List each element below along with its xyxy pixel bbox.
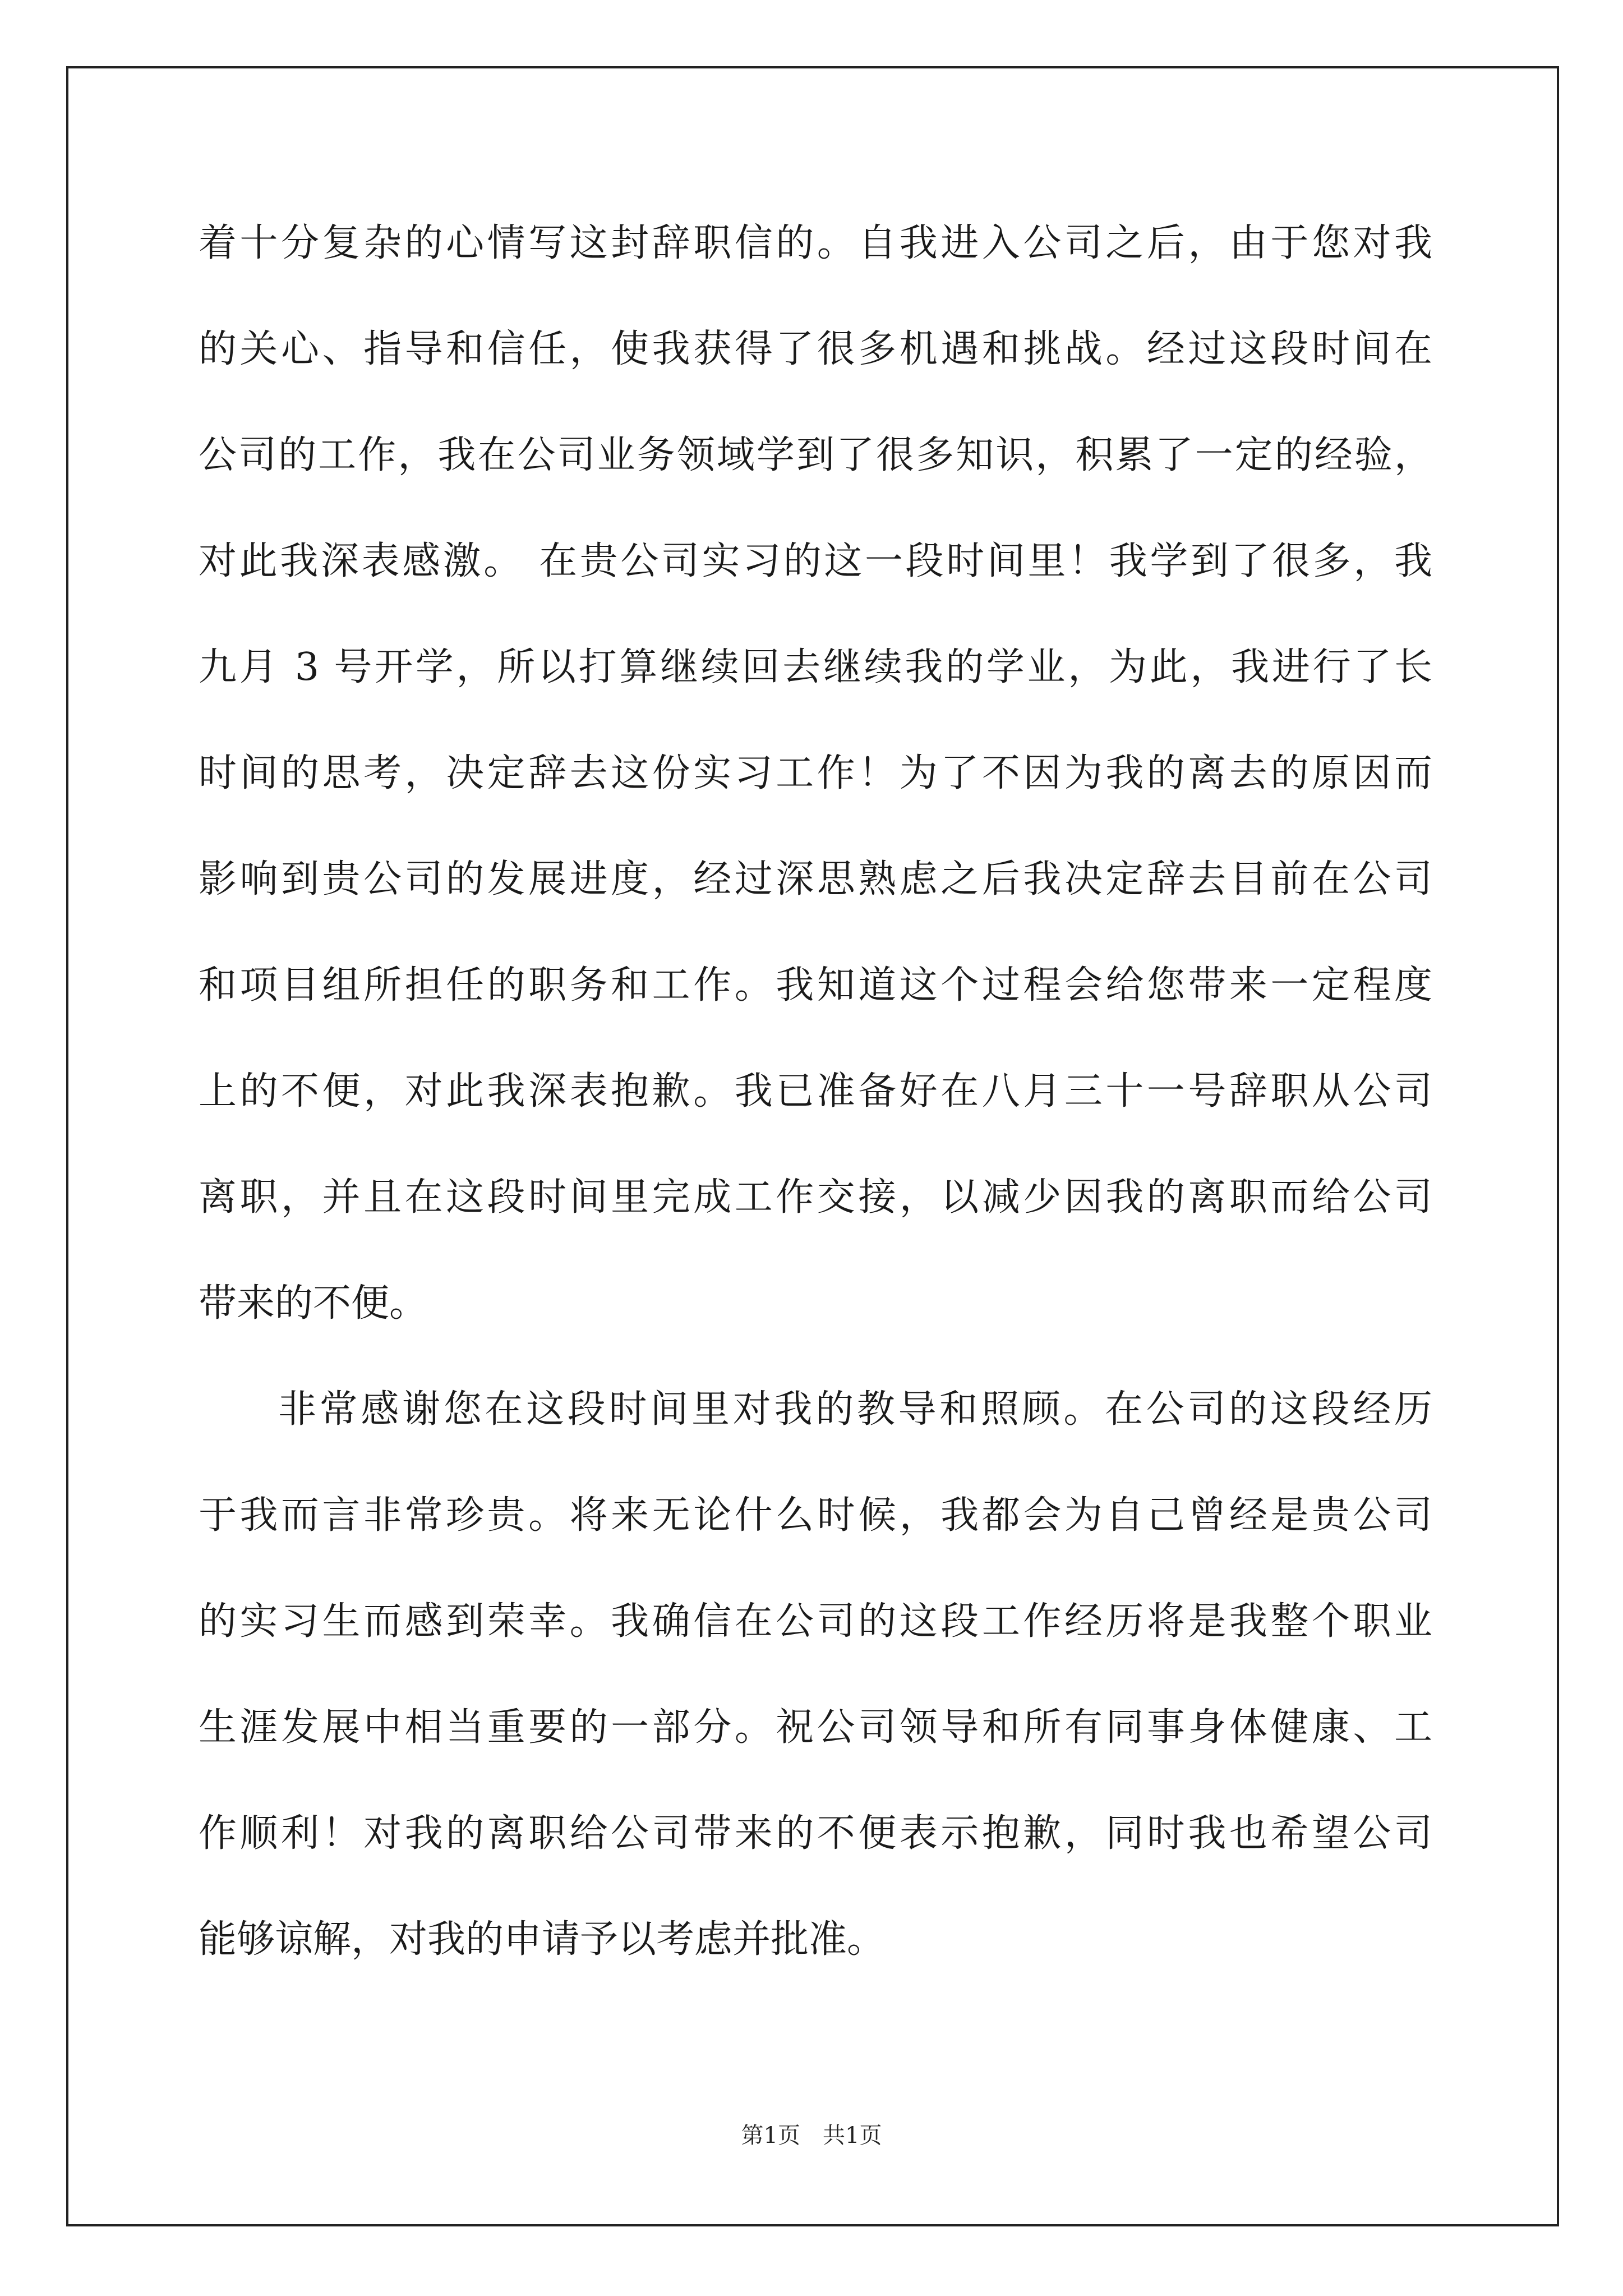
- text-line: 影响到贵公司的发展进度，经过深思熟虑之后我决定辞去目前在公司: [199, 857, 1432, 901]
- letter-body: [199, 210, 1432, 2013]
- text-line: 的实习生而感到荣幸。我确信在公司的这段工作经历将是我整个职业: [199, 1599, 1432, 1644]
- text-line: 能够谅解，对我的申请予以考虑并批准。: [199, 1917, 886, 1962]
- text-line: 非常感谢您在这段时间里对我的教导和照顾。在公司的这段经历: [278, 1387, 1432, 1432]
- page-footer: [0, 2118, 1623, 2150]
- text-line: 于我而言非常珍贵。将来无论什么时候，我都会为自己曾经是贵公司: [199, 1493, 1432, 1538]
- paragraph-1: [199, 210, 1432, 1377]
- text-line: 公司的工作，我在公司业务领域学到了很多知识，积累了一定的经验，: [199, 433, 1432, 477]
- text-line: 着十分复杂的心情写这封辞职信的。自我进入公司之后，由于您对我: [199, 221, 1432, 265]
- text-line: 上的不便，对此我深表抱歉。我已准备好在八月三十一号辞职从公司: [199, 1069, 1432, 1114]
- text-line: 九月 3 号开学，所以打算继续回去继续我的学业，为此，我进行了长: [199, 645, 1432, 689]
- page-total: 共1页: [823, 2123, 882, 2148]
- text-line: 作顺利！对我的离职给公司带来的不便表示抱歉，同时我也希望公司: [199, 1811, 1432, 1856]
- text-line: 生涯发展中相当重要的一部分。祝公司领导和所有同事身体健康、工: [199, 1705, 1432, 1750]
- text-line: 时间的思考，决定辞去这份实习工作！为了不因为我的离去的原因而: [199, 751, 1432, 795]
- text-line: 带来的不便。: [199, 1281, 428, 1326]
- text-line: 和项目组所担任的职务和工作。我知道这个过程会给您带来一定程度: [199, 963, 1432, 1007]
- text-line: 的关心、指导和信任，使我获得了很多机遇和挑战。经过这段时间在: [199, 327, 1432, 371]
- paragraph-2: [199, 1377, 1432, 2013]
- page-number: 第1页: [741, 2123, 800, 2148]
- text-line: 离职，并且在这段时间里完成工作交接，以减少因我的离职而给公司: [199, 1175, 1432, 1220]
- text-line: 对此我深表感激。 在贵公司实习的这一段时间里！我学到了很多，我: [199, 539, 1432, 583]
